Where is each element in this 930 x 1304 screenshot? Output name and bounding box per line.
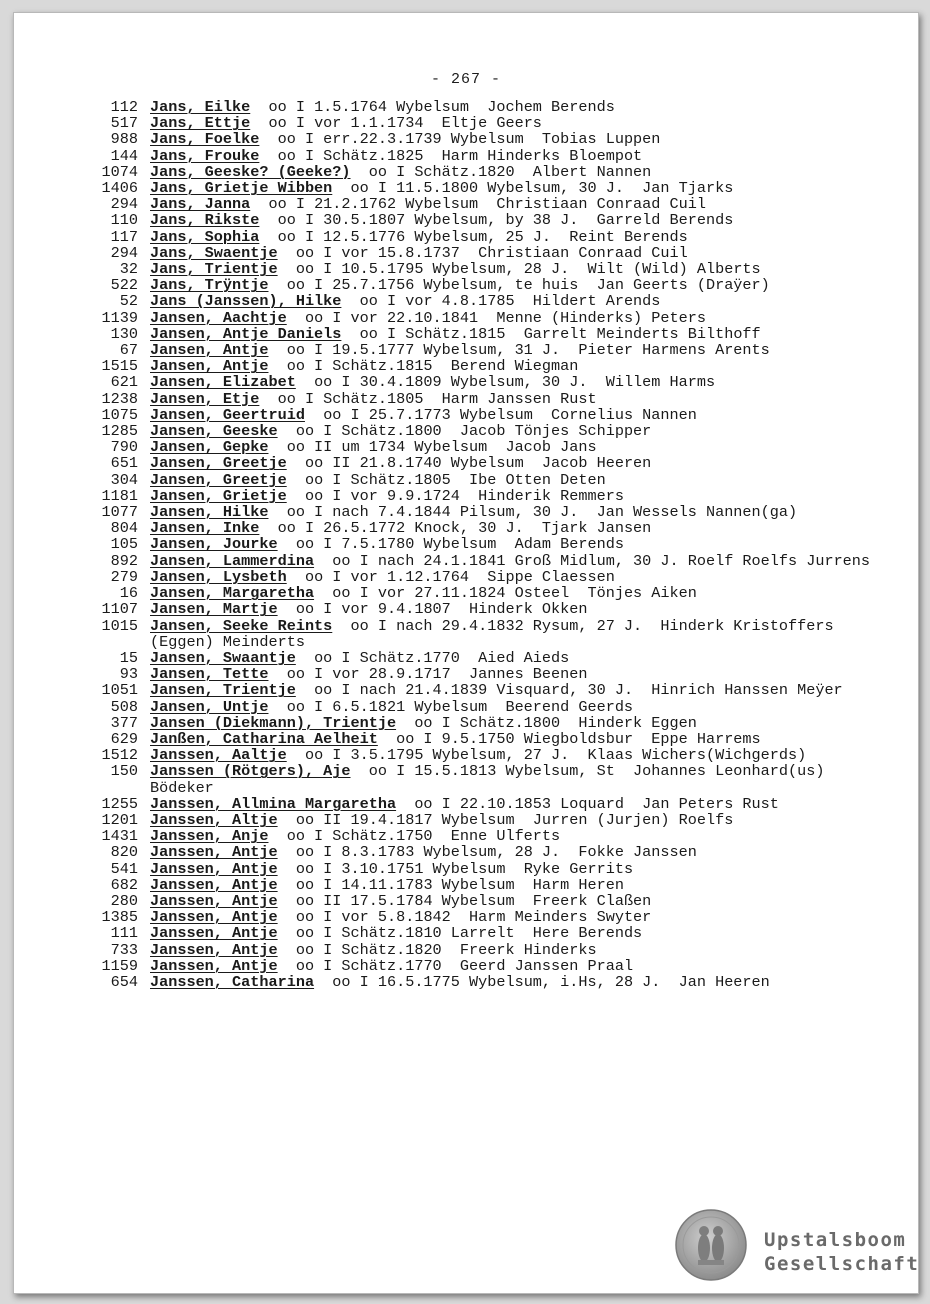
entry-number: 32 [119, 260, 138, 279]
entry-row [80, 601, 880, 617]
entry-marriage: oo I 21.2.1762 Wybelsum Christiaan Conraad Cuil [268, 195, 706, 214]
entry-number: 93 [119, 665, 138, 684]
entry-name: Jansen, Elizabet [150, 373, 296, 392]
entry-marriage: oo I 22.10.1853 Loquard Jan Peters Rust [414, 794, 779, 813]
entry-row [80, 472, 880, 488]
entry-name: Jansen, Grietje [150, 486, 287, 505]
entry-name: Jans, Foelke [150, 130, 260, 149]
entry-number: 1201 [101, 810, 138, 829]
entry-name: Jansen, Antje [150, 341, 269, 360]
entry-name: Janssen, Antje [150, 891, 278, 910]
entry-name: Janssen, Antje [150, 875, 278, 894]
entry-text [150, 844, 880, 860]
entry-name: Janssen, Antje [150, 956, 278, 975]
entry-name: Janssen, Antje [150, 908, 278, 927]
entry-marriage: oo I nach 21.4.1839 Visquard, 30 J. Hinrich Hanssen Meÿer [314, 681, 843, 700]
entry-text [150, 293, 880, 309]
entry-marriage: oo I vor 22.10.1841 Menne (Hinderks) Peters [304, 308, 706, 327]
entry-name: Jansen, Trientje [150, 681, 296, 700]
entry-marriage: oo I Schätz.1825 Harm Hinderks Bloempot [277, 146, 643, 165]
entry-text [150, 763, 880, 795]
entry-marriage: oo I 9.5.1750 Wiegboldsbur Eppe Harrems [396, 729, 761, 748]
entry-number: 629 [110, 729, 138, 748]
entry-marriage: oo I vor 9.9.1724 Hinderik Remmers [304, 486, 624, 505]
society-line-1: Upstalsboom [764, 1229, 907, 1251]
entry-text [150, 861, 880, 877]
entry-number: 1515 [101, 357, 138, 376]
entry-row [80, 553, 880, 569]
entry-number: 1285 [101, 422, 138, 441]
entry-row [80, 115, 880, 131]
entry-marriage: oo I vor 27.11.1824 Osteel Tönjes Aiken [332, 584, 697, 603]
entry-number: 508 [110, 697, 138, 716]
entry-marriage: oo I nach 24.1.1841 Groß Midlum, 30 J. Roelf Roelfs Jurrens [332, 551, 871, 570]
entry-number: 1406 [101, 179, 138, 198]
entry-marriage: oo I err.22.3.1739 Wybelsum Tobias Luppen [277, 130, 661, 149]
entry-name: Janßen, Catharina Aelheit [150, 729, 378, 748]
entry-text [150, 601, 880, 617]
entry-row [80, 877, 880, 893]
entry-row [80, 699, 880, 715]
entry-marriage: oo I Schätz.1815 Berend Wiegman [286, 357, 579, 376]
entry-text [150, 812, 880, 828]
entry-number: 15 [119, 648, 138, 667]
entry-name: Jansen (Diekmann), Trientje [150, 713, 397, 732]
entry-name: Jansen, Untje [150, 697, 269, 716]
entry-name: Janssen, Antje [150, 843, 278, 862]
entry-name: Janssen (Rötgers), Aje [150, 762, 351, 781]
entry-number: 804 [110, 519, 138, 538]
entry-number: 117 [110, 227, 138, 246]
entry-number: 110 [110, 211, 138, 230]
entry-name: Jansen, Greetje [150, 470, 287, 489]
entry-number: 682 [110, 875, 138, 894]
entry-number: 105 [110, 535, 138, 554]
entry-text [150, 229, 880, 245]
entry-text [150, 909, 880, 925]
entry-number: 892 [110, 551, 138, 570]
entry-row [80, 164, 880, 180]
entry-name: Jansen, Geertruid [150, 405, 305, 424]
entry-marriage: oo I 25.7.1773 Wybelsum Cornelius Nannen [323, 405, 697, 424]
entry-name: Jans, Eilke [150, 98, 251, 116]
entry-marriage: oo I 6.5.1821 Wybelsum Beerend Geerds [286, 697, 634, 716]
entry-row [80, 974, 880, 990]
entry-text [150, 520, 880, 536]
entry-marriage: oo I Schätz.1770 Geerd Janssen Praal [295, 956, 634, 975]
entry-text [150, 212, 880, 228]
entry-marriage: oo I Schätz.1800 Jacob Tönjes Schipper [295, 422, 652, 441]
entry-marriage: oo I vor 15.8.1737 Christiaan Conraad Cuil [295, 243, 688, 262]
entry-text [150, 974, 880, 990]
entry-number: 1107 [101, 600, 138, 619]
entry-row [80, 131, 880, 147]
entry-row [80, 666, 880, 682]
entry-row [80, 455, 880, 471]
entry-marriage: oo I vor 4.8.1785 Hildert Arends [359, 292, 661, 311]
entry-name: Jans (Janssen), Hilke [150, 292, 342, 311]
entry-row [80, 358, 880, 374]
entry-row [80, 148, 880, 164]
document-page [13, 12, 919, 1294]
entry-number: 377 [110, 713, 138, 732]
entry-row [80, 520, 880, 536]
entry-number: 651 [110, 454, 138, 473]
entry-name: Jansen, Aachtje [150, 308, 287, 327]
entry-text [150, 569, 880, 585]
entry-text [150, 131, 880, 147]
entry-row [80, 99, 880, 115]
entry-number: 112 [110, 98, 138, 116]
entry-text [150, 423, 880, 439]
entry-name: Jansen, Inke [150, 519, 260, 538]
entry-marriage: oo I nach 7.4.1844 Pilsum, 30 J. Jan Wessels Nannen(ga) [286, 503, 798, 522]
entry-row [80, 585, 880, 601]
entry-name: Jans, Janna [150, 195, 251, 214]
entry-number: 279 [110, 567, 138, 586]
entry-name: Jans, Grietje Wibben [150, 179, 333, 198]
entry-number: 1077 [101, 503, 138, 522]
entry-number: 1181 [101, 486, 138, 505]
entry-text [150, 504, 880, 520]
entry-number: 150 [110, 762, 138, 781]
entry-name: Janssen, Allmina Margaretha [150, 794, 397, 813]
entry-number: 144 [110, 146, 138, 165]
entry-name: Jansen, Swaantje [150, 648, 296, 667]
entry-text [150, 731, 880, 747]
seal-icon [674, 1208, 748, 1282]
entry-number: 52 [119, 292, 138, 311]
entry-marriage: oo I 1.5.1764 Wybelsum Jochem Berends [268, 98, 615, 116]
entry-row [80, 391, 880, 407]
entry-name: Jans, Ettje [150, 114, 251, 133]
entry-marriage: oo I Schätz.1805 Ibe Otten Deten [304, 470, 606, 489]
entry-text [150, 877, 880, 893]
entry-number: 111 [110, 924, 138, 943]
entry-marriage: oo II um 1734 Wybelsum Jacob Jans [286, 438, 597, 457]
entry-number: 988 [110, 130, 138, 149]
entry-name: Jans, Swaentje [150, 243, 278, 262]
entry-text [150, 261, 880, 277]
entry-name: Janssen, Antje [150, 924, 278, 943]
entry-marriage: oo I 19.5.1777 Wybelsum, 31 J. Pieter Harmens Arents [286, 341, 770, 360]
entry-row [80, 731, 880, 747]
entry-row [80, 618, 880, 650]
entry-number: 654 [110, 972, 138, 991]
entry-marriage: oo I vor 9.4.1807 Hinderk Okken [295, 600, 588, 619]
entry-row [80, 407, 880, 423]
entry-text [150, 310, 880, 326]
entry-row [80, 229, 880, 245]
entry-name: Jansen, Gepke [150, 438, 269, 457]
entry-list [80, 99, 880, 990]
entry-name: Jans, Geeske? (Geeke?) [150, 162, 351, 181]
entry-text [150, 958, 880, 974]
entry-number: 517 [110, 114, 138, 133]
entry-row [80, 342, 880, 358]
entry-number: 130 [110, 324, 138, 343]
entry-marriage: oo I vor 5.8.1842 Harm Meinders Swyter [295, 908, 652, 927]
entry-text [150, 391, 880, 407]
entry-row [80, 277, 880, 293]
entry-text [150, 277, 880, 293]
entry-row [80, 650, 880, 666]
entry-name: Janssen, Anje [150, 827, 269, 846]
entry-row [80, 245, 880, 261]
entry-number: 1015 [101, 616, 138, 635]
entry-row [80, 715, 880, 731]
entry-marriage: oo I 12.5.1776 Wybelsum, 25 J. Reint Berends [277, 227, 688, 246]
entry-name: Jans, Sophia [150, 227, 260, 246]
entry-number: 1139 [101, 308, 138, 327]
entry-marriage: oo II 19.4.1817 Wybelsum Jurren (Jurjen) Roelfs [295, 810, 734, 829]
entry-number: 1255 [101, 794, 138, 813]
entry-row [80, 893, 880, 909]
entry-number: 621 [110, 373, 138, 392]
entry-marriage: oo I 11.5.1800 Wybelsum, 30 J. Jan Tjarks [350, 179, 734, 198]
entry-number: 294 [110, 195, 138, 214]
entry-row [80, 925, 880, 941]
entry-text [150, 618, 880, 650]
entry-name: Jansen, Seeke Reints [150, 616, 333, 635]
entry-text [150, 196, 880, 212]
entry-number: 16 [119, 584, 138, 603]
entry-name: Janssen, Catharina [150, 972, 315, 991]
entry-name: Jansen, Martje [150, 600, 278, 619]
entry-name: Jansen, Greetje [150, 454, 287, 473]
entry-number: 1075 [101, 405, 138, 424]
entry-marriage: oo I 26.5.1772 Knock, 30 J. Tjark Jansen [277, 519, 652, 538]
entry-marriage: oo I Schätz.1770 Aied Aieds [314, 648, 570, 667]
entry-marriage: oo I Schätz.1820 Freerk Hinderks [295, 940, 597, 959]
entry-marriage: oo I 10.5.1795 Wybelsum, 28 J. Wilt (Wild) Alberts [295, 260, 761, 279]
entry-marriage: oo I Schätz.1815 Garrelt Meinderts Bilthoff [359, 324, 761, 343]
entry-marriage: oo II 21.8.1740 Wybelsum Jacob Heeren [304, 454, 652, 473]
entry-number: 1512 [101, 746, 138, 765]
entry-text [150, 99, 880, 115]
entry-row [80, 536, 880, 552]
entry-text [150, 699, 880, 715]
entry-marriage: oo I 14.11.1783 Wybelsum Harm Heren [295, 875, 624, 894]
entry-name: Jansen, Hilke [150, 503, 269, 522]
entry-marriage: oo I Schätz.1810 Larrelt Here Berends [295, 924, 643, 943]
entry-text [150, 455, 880, 471]
entry-text [150, 796, 880, 812]
entry-marriage: oo I vor 1.1.1734 Eltje Geers [268, 114, 542, 133]
society-line-2: Gesellschaft [764, 1253, 920, 1275]
entry-marriage: oo I 25.7.1756 Wybelsum, te huis Jan Geerts (Draÿer) [286, 276, 770, 295]
entry-text [150, 326, 880, 342]
entry-name: Jans, Trÿntje [150, 276, 269, 295]
entry-text [150, 472, 880, 488]
entry-number: 304 [110, 470, 138, 489]
entry-text [150, 180, 880, 196]
entry-row [80, 488, 880, 504]
entry-text [150, 407, 880, 423]
entry-marriage: oo I 3.5.1795 Wybelsum, 27 J. Klaas Wichers(Wichgerds) [304, 746, 807, 765]
entry-number: 1238 [101, 389, 138, 408]
entry-text [150, 245, 880, 261]
entry-number: 1074 [101, 162, 138, 181]
entry-text [150, 148, 880, 164]
entry-text [150, 942, 880, 958]
entry-name: Janssen, Aaltje [150, 746, 287, 765]
entry-row [80, 504, 880, 520]
entry-name: Jans, Frouke [150, 146, 260, 165]
entry-row [80, 844, 880, 860]
society-name [764, 1228, 919, 1276]
entry-name: Jans, Trientje [150, 260, 278, 279]
entry-number: 820 [110, 843, 138, 862]
page-number: - 267 - [430, 71, 501, 88]
entry-marriage: oo II 17.5.1784 Wybelsum Freerk Claßen [295, 891, 652, 910]
entry-text [150, 828, 880, 844]
entry-name: Jansen, Antje Daniels [150, 324, 342, 343]
entry-marriage: oo I 16.5.1775 Wybelsum, i.Hs, 28 J. Jan Heeren [332, 972, 770, 991]
entry-text [150, 439, 880, 455]
entry-name: Jansen, Jourke [150, 535, 278, 554]
entry-marriage: oo I 8.3.1783 Wybelsum, 28 J. Fokke Janssen [295, 843, 697, 862]
entry-name: Jansen, Margaretha [150, 584, 315, 603]
entry-row [80, 439, 880, 455]
entry-row [80, 326, 880, 342]
entry-text [150, 358, 880, 374]
entry-row [80, 196, 880, 212]
entry-row [80, 909, 880, 925]
entry-marriage: oo I vor 28.9.1717 Jannes Beenen [286, 665, 588, 684]
entry-row [80, 796, 880, 812]
entry-row [80, 261, 880, 277]
entry-row [80, 763, 880, 795]
entry-marriage: oo I vor 1.12.1764 Sippe Claessen [304, 567, 615, 586]
entry-text [150, 925, 880, 941]
entry-name: Janssen, Altje [150, 810, 278, 829]
entry-text [150, 342, 880, 358]
entry-row [80, 747, 880, 763]
entry-row [80, 180, 880, 196]
entry-text [150, 536, 880, 552]
entry-row [80, 310, 880, 326]
entry-row [80, 374, 880, 390]
entry-row [80, 569, 880, 585]
entry-row [80, 812, 880, 828]
entry-number: 1431 [101, 827, 138, 846]
entry-row [80, 861, 880, 877]
entry-row [80, 682, 880, 698]
entry-marriage: oo I 30.4.1809 Wybelsum, 30 J. Willem Harms [314, 373, 716, 392]
entry-number: 294 [110, 243, 138, 262]
entry-marriage: oo I 3.10.1751 Wybelsum Ryke Gerrits [295, 859, 634, 878]
entry-name: Janssen, Antje [150, 940, 278, 959]
entry-number: 541 [110, 859, 138, 878]
entry-number: 522 [110, 276, 138, 295]
entry-name: Jansen, Lammerdina [150, 551, 315, 570]
entry-number: 67 [119, 341, 138, 360]
entry-text [150, 488, 880, 504]
entry-name: Janssen, Antje [150, 859, 278, 878]
entry-marriage: oo I Schätz.1820 Albert Nannen [368, 162, 652, 181]
entry-marriage: oo I Schätz.1800 Hinderk Eggen [414, 713, 697, 732]
entry-row [80, 293, 880, 309]
entry-text [150, 715, 880, 731]
entry-row [80, 423, 880, 439]
entry-text [150, 553, 880, 569]
entry-text [150, 650, 880, 666]
entry-text [150, 115, 880, 131]
entry-marriage: oo I Schätz.1750 Enne Ulferts [286, 827, 561, 846]
entry-number: 790 [110, 438, 138, 457]
entry-text [150, 374, 880, 390]
entry-text [150, 747, 880, 763]
entry-marriage: oo I nach 29.4.1832 Rysum, 27 J. Hinderk Kristoffers (Eggen) Meinderts [150, 616, 843, 651]
entry-row [80, 212, 880, 228]
entry-name: Jansen, Lysbeth [150, 567, 287, 586]
entry-marriage: oo I 30.5.1807 Wybelsum, by 38 J. Garreld Berends [277, 211, 734, 230]
entry-marriage: oo I Schätz.1805 Harm Janssen Rust [277, 389, 597, 408]
entry-marriage: oo I 7.5.1780 Wybelsum Adam Berends [295, 535, 624, 554]
entry-number: 1051 [101, 681, 138, 700]
entry-number: 280 [110, 891, 138, 910]
entry-name: Jansen, Etje [150, 389, 260, 408]
entry-row [80, 958, 880, 974]
entry-number: 733 [110, 940, 138, 959]
entry-number: 1159 [101, 956, 138, 975]
entry-text [150, 164, 880, 180]
entry-text [150, 893, 880, 909]
entry-text [150, 666, 880, 682]
entry-number: 1385 [101, 908, 138, 927]
entry-name: Jansen, Geeske [150, 422, 278, 441]
entry-name: Jans, Rikste [150, 211, 260, 230]
entry-name: Jansen, Tette [150, 665, 269, 684]
entry-text [150, 585, 880, 601]
entry-text [150, 682, 880, 698]
entry-row [80, 942, 880, 958]
entry-name: Jansen, Antje [150, 357, 269, 376]
entry-row [80, 828, 880, 844]
entry-marriage: oo I 15.5.1813 Wybelsum, St Johannes Leonhard(us) Bödeker [150, 762, 834, 797]
